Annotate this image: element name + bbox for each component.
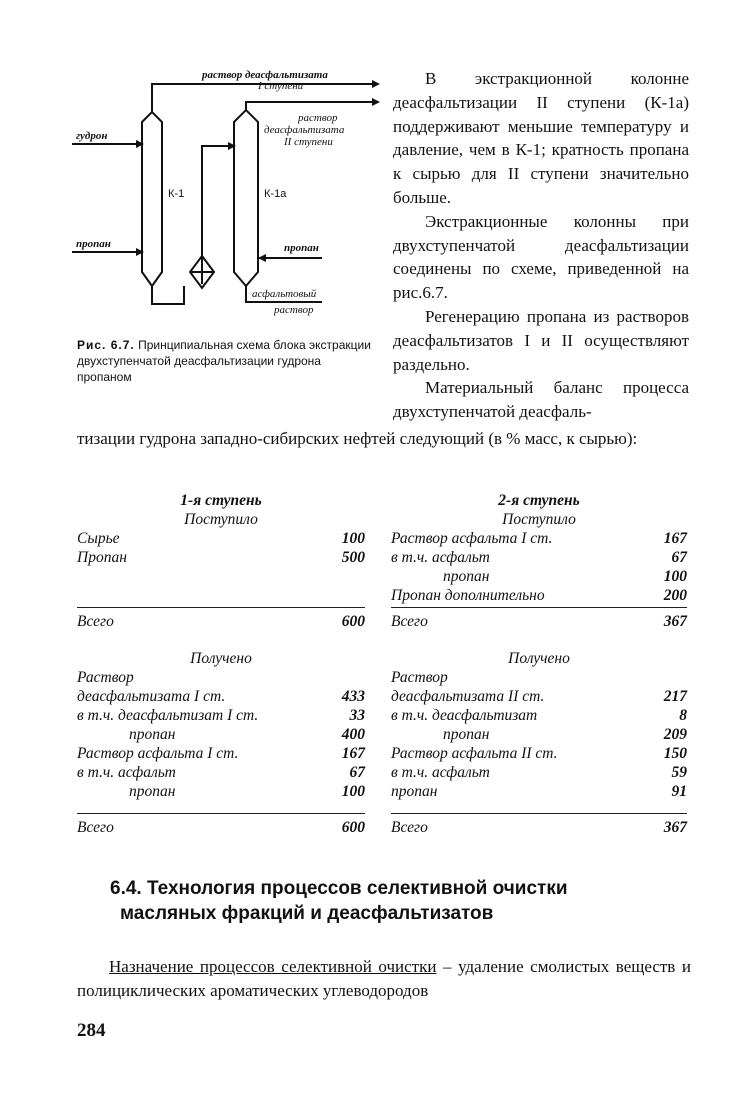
- arrow-out2: [372, 98, 380, 106]
- arrow-propan2: [258, 254, 266, 262]
- stage1-out-row: [77, 706, 365, 725]
- stage2-out-row-label: в т.ч. асфальт: [391, 764, 490, 781]
- stage2-in-row: [391, 529, 687, 548]
- stage1-out-row-value: 67: [349, 764, 365, 781]
- stage2-in-row-label: в т.ч. асфальт: [391, 549, 490, 566]
- stage1-out-row-value: 400: [341, 726, 365, 743]
- column-k1-shape: [142, 112, 162, 286]
- stage1-out-row-label: Раствор: [77, 669, 134, 686]
- stage2-out-row: [391, 668, 687, 687]
- heading-line-2: масляных фракций и деасфальтизатов: [120, 903, 494, 924]
- stage2-title: 2-я ступень: [498, 492, 580, 509]
- label-k1: К-1: [168, 188, 185, 200]
- stage2-in-row-value: 167: [663, 530, 687, 547]
- label-propan2: пропан: [284, 242, 319, 254]
- stage1-in-row: [77, 548, 365, 567]
- stage1-out-header: Получено: [190, 650, 252, 667]
- stage1-out-rows: [77, 668, 365, 801]
- stage2-in-row-value: 67: [671, 549, 687, 566]
- stage2-out-row-value: 209: [663, 726, 687, 743]
- stage2-in-rows: [391, 529, 687, 605]
- label-out3-l2: раствор: [274, 304, 314, 316]
- balance-intro-continuation: тизации гудрона западно-сибирских нефтей следующий (в % масс, к сырью):: [77, 429, 638, 448]
- stage1-out-row-value: 100: [341, 783, 365, 800]
- stage1-in-row-label: Пропан: [77, 549, 127, 566]
- stage2-in-row: [391, 548, 687, 567]
- stage2-in-row-label: Пропан дополнительно: [391, 587, 545, 604]
- stage2-out-row-label: пропан: [443, 726, 490, 743]
- stage2-out-row: [391, 782, 687, 801]
- stage1-out-row: [77, 687, 365, 706]
- para-rest: – удаление смолистых веществ и полициклических ароматических углеводородов: [77, 957, 691, 1000]
- label-gudron: гудрон: [76, 130, 108, 142]
- stage2-out-row-label: в т.ч. деасфальтизат: [391, 707, 538, 724]
- stage2-in-total-label: Всего: [391, 613, 428, 630]
- stage2-out-total-label: Всего: [391, 819, 428, 836]
- stage2-out-row: [391, 687, 687, 706]
- figure-caption: [77, 337, 377, 385]
- stage1-out-row-value: 167: [341, 745, 365, 762]
- stage1-out-row: [77, 744, 365, 763]
- stage1-in-total: 600: [341, 613, 365, 630]
- balance-stage2: [391, 491, 687, 837]
- stage1-out-row-label: в т.ч. деасфальтизат I ст.: [77, 707, 259, 724]
- heading-line-1: 6.4. Технология процессов селективной очистки: [110, 878, 568, 899]
- page-number: 284: [77, 1020, 106, 1041]
- intro-paragraph-1: В экстракционной колонне деасфальтизации II ступени (К-1а) поддерживают меньшие температуру и давление, чем в К-1; кратность пропана к сырью для II ступени значительно больше.: [393, 69, 689, 207]
- section-paragraph: [77, 955, 691, 1003]
- label-k1a: К-1а: [264, 188, 287, 200]
- stage2-out-header: Получено: [508, 650, 570, 667]
- stage2-out-row-label: Раствор: [391, 669, 448, 686]
- stage1-in-header: Поступило: [184, 511, 258, 528]
- stage1-in-row-value: 500: [341, 549, 365, 566]
- intro-paragraph-4: Материальный баланс процесса двухступенчатой деасфаль-: [393, 378, 689, 422]
- stage1-out-row: [77, 725, 365, 744]
- stage1-in-rule: [77, 607, 365, 608]
- stage1-out-row-label: Раствор асфальта I ст.: [77, 745, 239, 762]
- stage1-out-rule: [77, 813, 365, 814]
- stage2-out-row: [391, 725, 687, 744]
- stage2-out-row-value: 8: [679, 707, 687, 724]
- stage1-out-row-value: 33: [349, 707, 365, 724]
- label-out2-l2: деасфальтизата: [264, 124, 345, 136]
- stage1-in-row-value: 100: [341, 530, 365, 547]
- balance-stage1: [77, 491, 365, 837]
- stage1-out-row-label: пропан: [129, 783, 176, 800]
- label-propan1: пропан: [76, 238, 111, 250]
- stage1-out-total-row: [77, 818, 365, 837]
- stage2-in-row-value: 200: [663, 587, 687, 604]
- caption-label: Рис. 6.7.: [77, 338, 135, 352]
- stage2-in-row: [391, 567, 687, 586]
- stage1-out-row: [77, 668, 365, 687]
- stage2-out-total-row: [391, 818, 687, 837]
- stage1-out-row-label: деасфальтизата I ст.: [77, 688, 226, 705]
- stage2-in-row-label: пропан: [443, 568, 490, 585]
- section-heading: [110, 876, 670, 926]
- stage1-in-row: [77, 529, 365, 548]
- stage1-out-row: [77, 782, 365, 801]
- stage2-in-row: [391, 586, 687, 605]
- stage1-in-total-row: [77, 612, 365, 631]
- stage1-in-rows: [77, 529, 365, 567]
- column-k1a-shape: [234, 110, 258, 286]
- stage2-out-row: [391, 763, 687, 782]
- stage2-out-row-value: 91: [671, 783, 687, 800]
- stage2-in-row-value: 100: [663, 568, 687, 585]
- arrow-out1: [372, 80, 380, 88]
- stage1-out-total-label: Всего: [77, 819, 114, 836]
- label-out1-l1: раствор деасфальтизата: [202, 69, 328, 81]
- extraction-scheme-diagram: [72, 60, 392, 330]
- caption-text: Принципиальная схема блока экстракции двухступенчатой деасфальтизации гудрона пропаном: [77, 338, 371, 384]
- stage2-in-total: 367: [663, 613, 687, 630]
- stage2-out-row-value: 59: [671, 764, 687, 781]
- label-out3-l1: асфальтовый: [252, 288, 317, 300]
- stage2-out-rule: [391, 813, 687, 814]
- stage2-in-row-label: Раствор асфальта I ст.: [391, 530, 553, 547]
- stage1-out-row-value: 433: [341, 688, 365, 705]
- stage1-out-row-label: в т.ч. асфальт: [77, 764, 176, 781]
- label-out2-l3: II ступени: [284, 136, 333, 148]
- stage1-out-row-label: пропан: [129, 726, 176, 743]
- scheme-drawing: [72, 60, 392, 330]
- para-underlined-term: Назначение процессов селективной очистки: [109, 957, 437, 976]
- label-out1-l2: I ступени: [258, 80, 304, 92]
- stage2-in-total-row: [391, 612, 687, 631]
- stage1-out-total: 600: [341, 819, 365, 836]
- label-out2-l1: раствор: [298, 112, 338, 124]
- stage2-out-row-label: Раствор асфальта II ст.: [391, 745, 558, 762]
- stage1-in-row-label: Сырье: [77, 530, 120, 547]
- stage2-out-row-value: 150: [663, 745, 687, 762]
- stage1-in-total-label: Всего: [77, 613, 114, 630]
- stage2-in-header: Поступило: [502, 511, 576, 528]
- stage1-title: 1-я ступень: [180, 492, 262, 509]
- intro-paragraph-3: Регенерацию пропана из растворов деасфальтизатов I и II осуществляют раздельно.: [393, 306, 689, 374]
- stage2-out-rows: [391, 668, 687, 801]
- intro-paragraph-2: Экстракционные колонны при двухступенчатой деасфальтизации соединены по схеме, приведенной на рис.6.7.: [393, 211, 689, 303]
- stage2-out-row-label: пропан: [391, 783, 438, 800]
- stage2-in-rule: [391, 607, 687, 608]
- stage1-out-row: [77, 763, 365, 782]
- stage2-out-total: 367: [663, 819, 687, 836]
- stage2-out-row-label: деасфальтизата II ст.: [391, 688, 545, 705]
- intro-text: [393, 67, 689, 424]
- stage2-out-row: [391, 706, 687, 725]
- stage2-out-row: [391, 744, 687, 763]
- stage2-out-row-value: 217: [663, 688, 687, 705]
